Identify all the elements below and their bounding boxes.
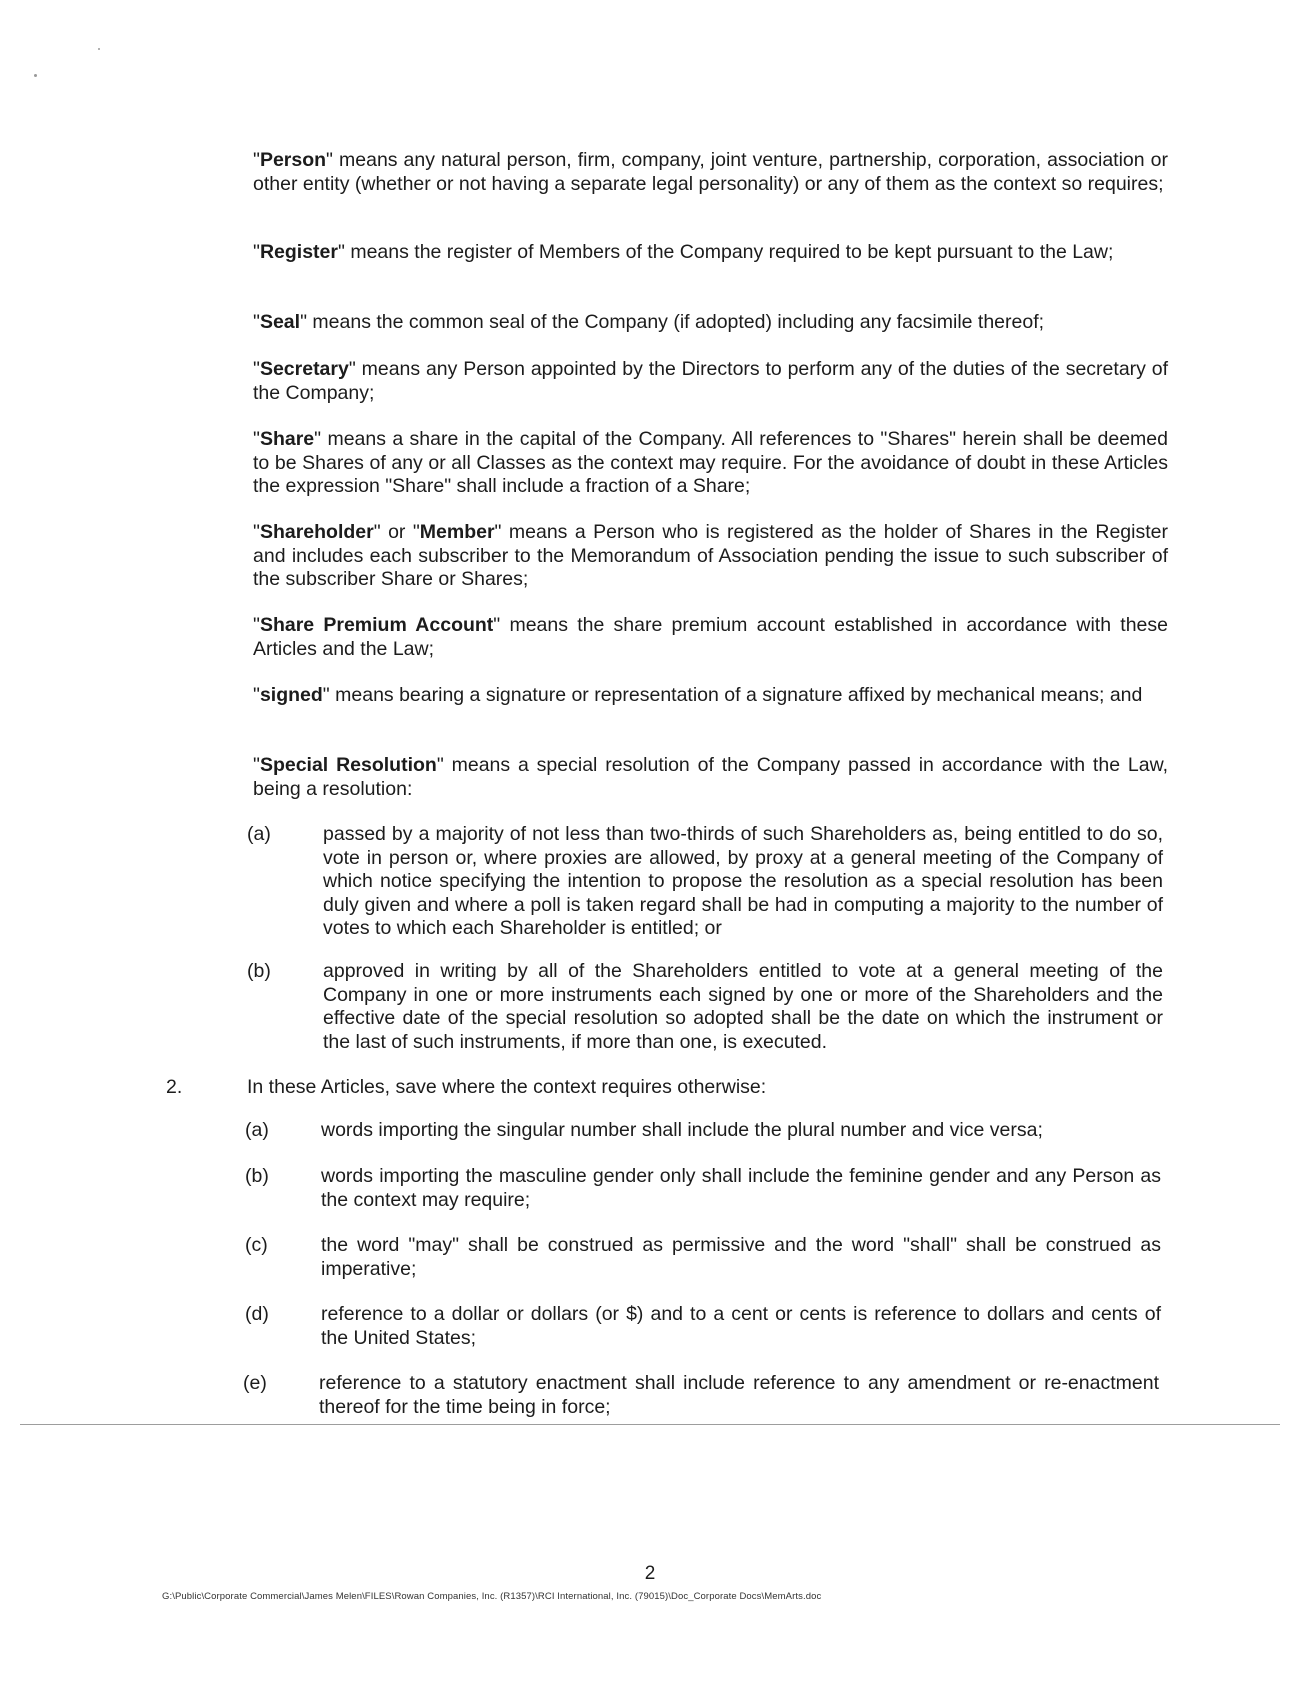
item-text: words importing the singular number shall include the plural number and vice versa; [321,1119,1043,1141]
scan-line [20,1424,1280,1425]
definition-text: means a share in the capital of the Company. All references to "Shares" herein shall be deemed to be Shares of any or all Classes as the context may require. For the avoidance of doubt in these Articles the expression "Share" shall include a fraction of a Share; [253,428,1168,497]
defined-term: Secretary [259,358,349,380]
item-text: words importing the masculine gender only shall include the feminine gender and any Person as the context may require; [321,1165,1161,1211]
definition-text: means the common seal of the Company (if adopted) including any facsimile thereof; [307,311,1045,333]
defined-term: Share [259,428,315,450]
item-text: passed by a majority of not less than two-thirds of such Shareholders as, being entitled to do so, vote in person or, where proxies are allowed, by proxy at a general meeting of the Company of which notice specifying the intention to propose the resolution as a special resolution has been duly given and where a poll is taken regard shall be had in computing a majority to the number of votes to which each Shareholder is entitled; or [323,823,1163,939]
definition-shareholder: "Shareholder" or "Member" means a Person who is registered as the holder of Shares in the Register and includes each subscriber to the Memorandum of Association pending the issue to such subscriber of the subscriber Share or Shares; [253,521,1168,590]
definition-text: means a Person who is registered as the holder of Shares in the Register and includes each subscriber to the Memorandum of Association pending the issue to such subscriber of the subscriber Share or Shares; [253,521,1168,590]
defined-term: Register [259,241,338,263]
definition-text: means bearing a signature or representation of a signature affixed by mechanical means; and [329,684,1143,706]
item-label: (c) [245,1234,268,1256]
file-path-footer: G:\Public\Corporate Commercial\James Melen\FILES\Rowan Companies, Inc. (R1357)\RCI International, Inc. (79015)\Doc_Corporate Docs\MemArts.doc [162,1591,822,1602]
scan-speck [34,74,37,77]
item-text: approved in writing by all of the Shareholders entitled to vote at a general meeting of the Company in one or more instruments each signed by one or more of the Shareholders and the effective date of the special resolution so adopted shall be the date on which the instrument or the last of such instruments, if more than one, is executed. [323,960,1163,1053]
item-label: (b) [247,960,271,982]
item-text: the word "may" shall be construed as permissive and the word "shall" shall be construed as imperative; [321,1234,1161,1280]
defined-term: Person [259,149,327,171]
definition-text: means any Person appointed by the Directors to perform any of the duties of the secretary of the Company; [253,358,1168,404]
item-label: (e) [243,1372,267,1394]
item-text: reference to a statutory enactment shall include reference to any amendment or re-enactment thereof for the time being in force; [319,1372,1159,1418]
definition-text: means the share premium account established in accordance with these Articles and the Law; [253,614,1168,660]
definition-person: "Person" means any natural person, firm, company, joint venture, partnership, corporation, association or other entity (whether or not having a separate legal personality) or any of them as the context so requires; [253,149,1168,195]
definition-text: means any natural person, firm, company, joint venture, partnership, corporation, association or other entity (whether or not having a separate legal personality) or any of them as the context so requires; [253,149,1168,195]
item-label: (a) [245,1119,269,1141]
defined-term-alt: Member [419,521,495,543]
definition-special-resolution: "Special Resolution" means a special resolution of the Company passed in accordance with the Law, being a resolution: [253,754,1169,800]
clause-number: 2. [166,1076,183,1098]
item-label: (b) [245,1165,269,1187]
definition-text: means a special resolution of the Company passed in accordance with the Law, being a resolution: [253,754,1169,800]
defined-term: Shareholder [259,521,374,543]
definition-conjunction: " or " [373,521,420,543]
scan-speck [98,48,100,50]
definition-seal: "Seal" means the common seal of the Company (if adopted) including any facsimile thereof; [253,311,1045,333]
item-text: reference to a dollar or dollars (or $) and to a cent or cents is reference to dollars and cents of the United States; [321,1303,1161,1349]
defined-term: signed [259,684,323,706]
definition-secretary: "Secretary" means any Person appointed by the Directors to perform any of the duties of the secretary of the Company; [253,358,1168,404]
definition-text: means the register of Members of the Company required to be kept pursuant to the Law; [344,241,1114,263]
definition-signed: "signed" means bearing a signature or representation of a signature affixed by mechanical means; and [253,684,1143,706]
definition-register: "Register" means the register of Members of the Company required to be kept pursuant to the Law; [253,241,1114,263]
defined-term: Seal [259,311,301,333]
page-number: 2 [644,1563,656,1584]
defined-term: Special Resolution [259,754,437,776]
item-label: (a) [247,823,271,845]
clause-intro: In these Articles, save where the context requires otherwise: [247,1076,767,1098]
definition-share-premium-account: "Share Premium Account" means the share premium account established in accordance with these Articles and the Law; [253,614,1168,660]
item-label: (d) [245,1303,269,1325]
definition-share: "Share" means a share in the capital of the Company. All references to "Shares" herein shall be deemed to be Shares of any or all Classes as the context may require. For the avoidance of doubt in these Articles the expression "Share" shall include a fraction of a Share; [253,428,1168,497]
defined-term: Share Premium Account [259,614,494,636]
